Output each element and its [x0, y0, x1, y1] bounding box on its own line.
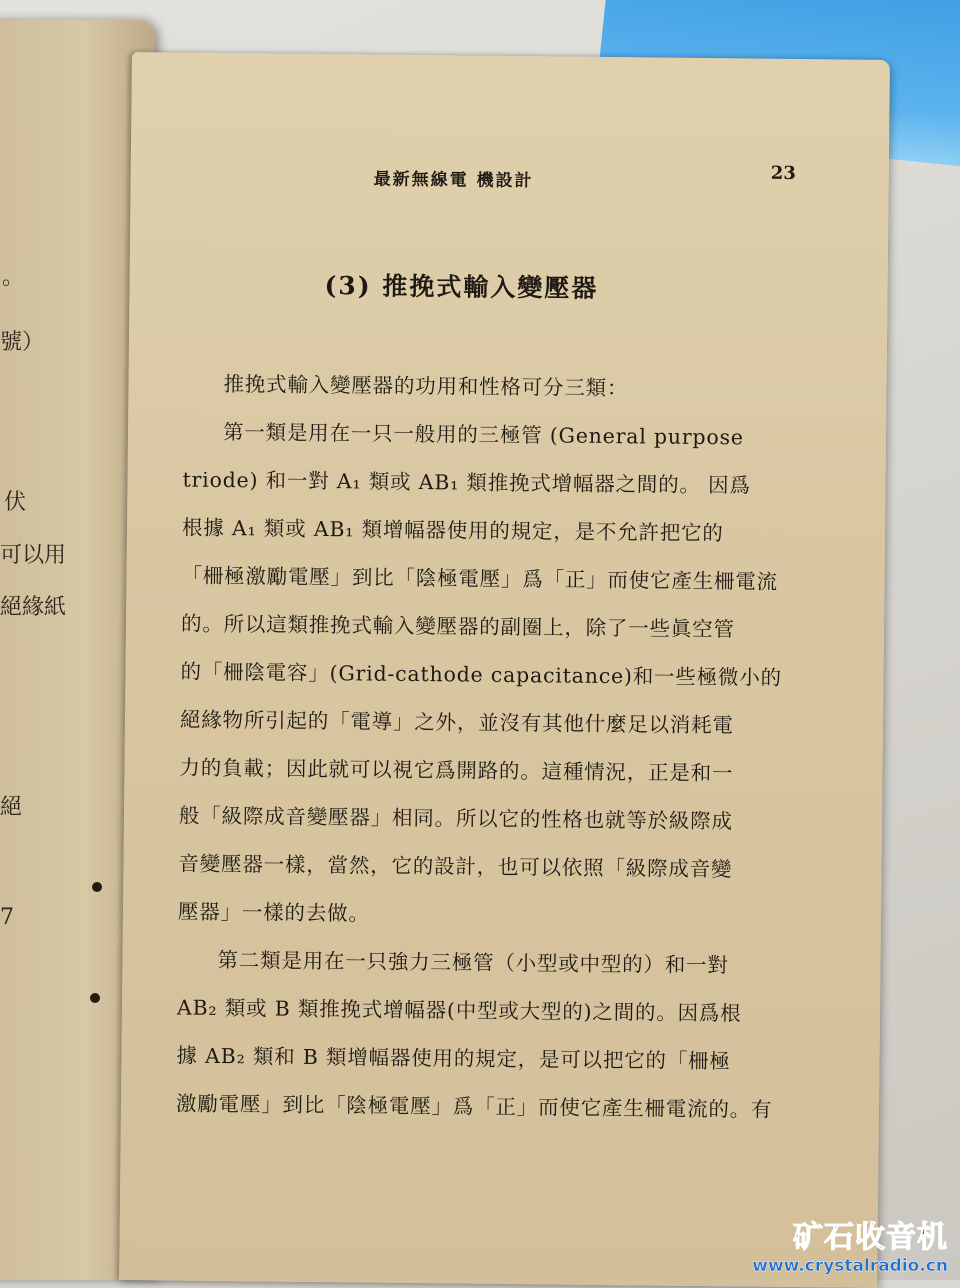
text-line: 壓器」一樣的去做。 [177, 899, 370, 926]
section-title: (3) 推挽式輸入變壓器 [324, 271, 599, 303]
watermark-name: 矿石收音机 [793, 1220, 948, 1255]
left-page-fragment: 可以用 [0, 543, 67, 568]
text-line: 音變壓器一樣，當然，它的設計，也可以依照「級際成音變 [178, 851, 733, 882]
left-page-fragment: 7 [0, 905, 14, 930]
text-line: 絕緣物所引起的「電導」之外，並沒有其他什麼足以消耗電 [179, 707, 734, 738]
text-line: 般「級際成音變壓器」相同。所以它的性格也就等於級際成 [178, 803, 733, 834]
text-line: triode) 和一對 A₁ 類或 AB₁ 類推挽式增幅器之間的。 因爲 [182, 467, 751, 498]
left-page-fragment: 絕 [0, 795, 23, 820]
text-line: 根據 A₁ 類或 AB₁ 類增幅器使用的規定，是不允許把它的 [181, 515, 724, 546]
text-line: 據 AB₂ 類和 B 類增幅器使用的規定，是可以把它的「柵極 [176, 1043, 731, 1074]
text-line: 第一類是用在一只一般用的三極管 (General purpose [222, 419, 744, 450]
left-page-fragment: 。 [2, 265, 25, 290]
left-page-fragment: 絕緣紙 [0, 595, 67, 620]
site-watermark [752, 1212, 948, 1276]
text-line: 推挽式輸入變壓器的功用和性格可分三類： [223, 371, 629, 401]
binding-hole [92, 882, 102, 892]
text-line: 力的負載；因此就可以視它爲開路的。這種情況，正是和一 [179, 755, 734, 786]
text-line: 「柵極激勵電壓」到比「陰極電壓」爲「正」而使它產生柵電流 [181, 563, 779, 594]
page-number: 23 [770, 162, 796, 184]
text-line: 第二類是用在一只強力三極管（小型或中型的）和一對 [217, 947, 729, 978]
left-page-fragment: 號） [0, 330, 45, 355]
binding-hole [90, 993, 100, 1003]
text-line: 的「柵陰電容」(Grid-cathode capacitance)和一些極微小的 [180, 659, 783, 690]
text-line: AB₂ 類或 B 類推挽式增幅器(中型或大型的)之間的。因爲根 [176, 995, 742, 1026]
watermark-url: www.crystalradio.cn [752, 1256, 948, 1276]
running-head: 最新無線電 機設計 [373, 169, 534, 192]
text-line: 激勵電壓」到比「陰極電壓」爲「正」而使它產生柵電流的。有 [175, 1091, 773, 1122]
book-page [119, 52, 890, 1288]
text-line: 的。所以這類推挽式輸入變壓器的副圈上，除了一些眞空管 [180, 611, 735, 642]
left-page-fragment: 伏 [4, 490, 27, 515]
